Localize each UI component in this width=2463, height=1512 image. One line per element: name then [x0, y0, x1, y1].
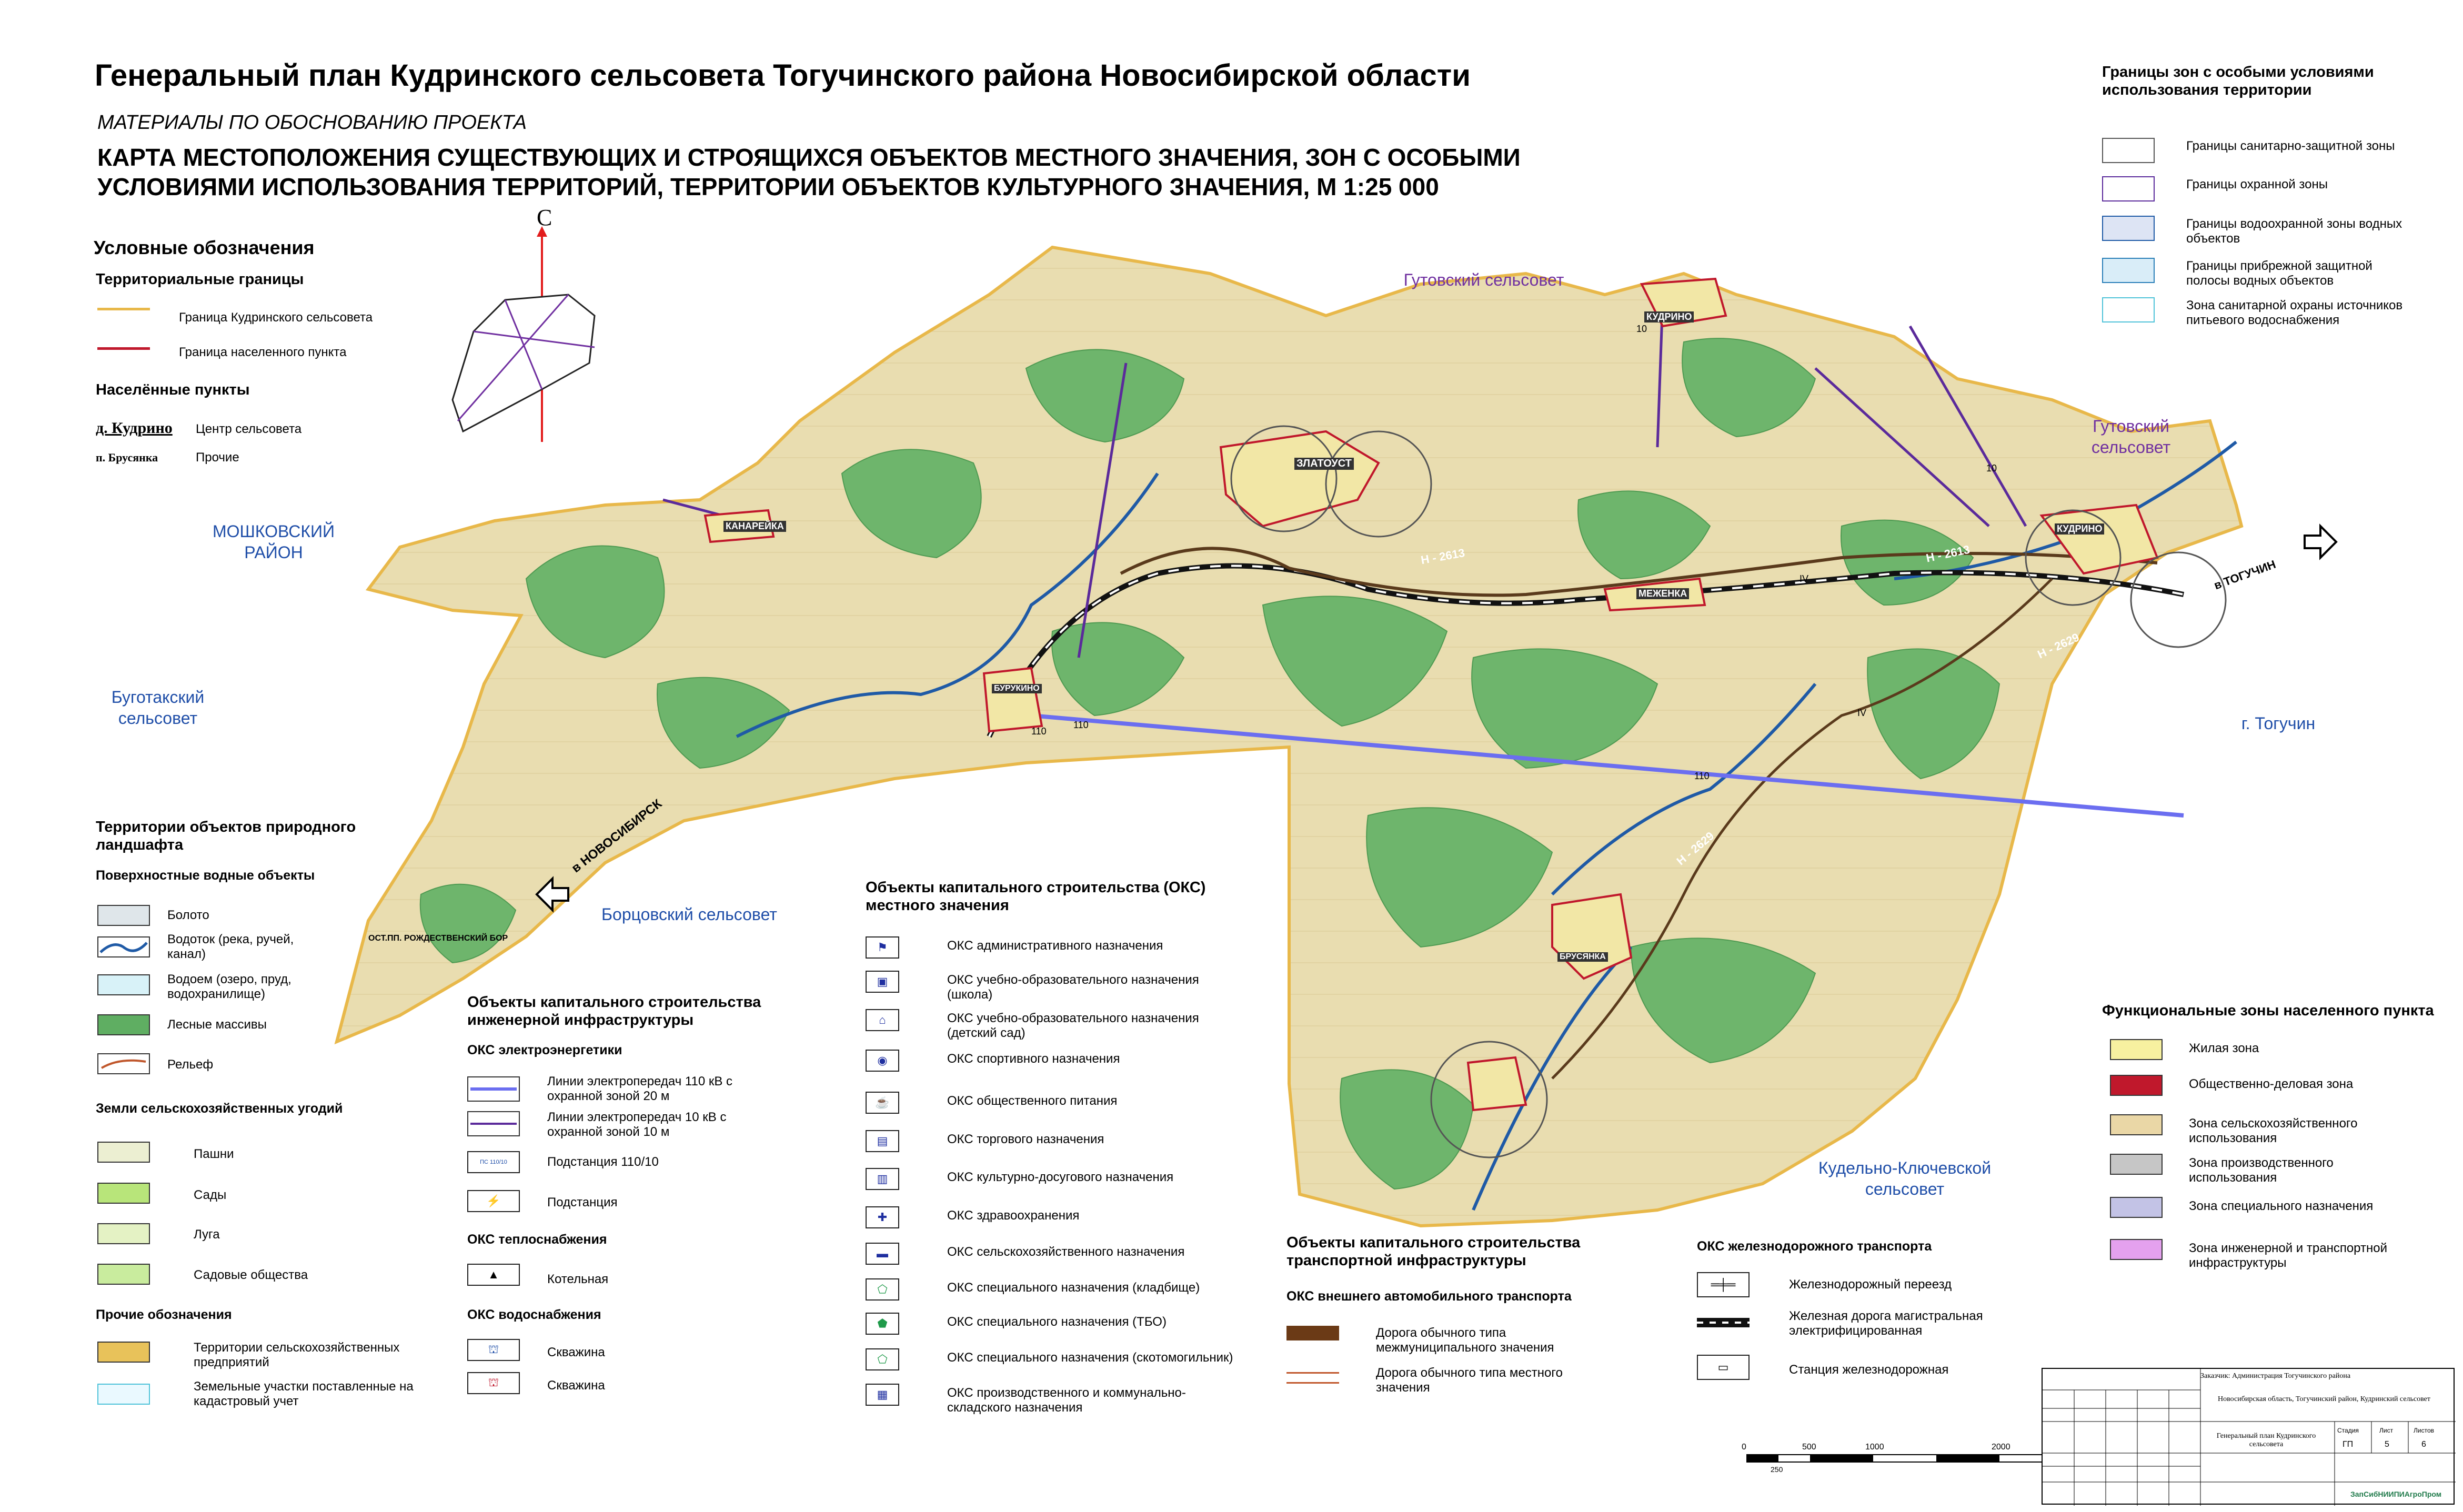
- legend-substation: Подстанция: [547, 1195, 618, 1209]
- legend-center-label: Центр сельсовета: [196, 422, 302, 436]
- swatch-zone-security: [2102, 176, 2155, 201]
- swatch-zone-source-protection: [2102, 297, 2155, 322]
- map-title-line1: КАРТА МЕСТОПОЛОЖЕНИЯ СУЩЕСТВУЮЩИХ И СТРОЯЩИХСЯ ОБЪЕКТОВ МЕСТНОГО ЗНАЧЕНИЯ, ЗОН С ОСОБЫМИ: [97, 144, 1521, 171]
- village-mezhenka: МЕЖЕНКА: [1636, 588, 1689, 599]
- legend-oks-admin: ОКС административного назначения: [947, 939, 1163, 953]
- legend-meadow: Луга: [194, 1227, 220, 1242]
- oks-school-icon: ▣: [866, 971, 899, 993]
- legend-watercourse: Водоток (река, ручей, канал): [167, 932, 294, 961]
- legend-func-industrial: Зона производственного использования: [2189, 1156, 2334, 1185]
- legend-well-1: Скважина: [547, 1345, 605, 1359]
- legend-oks-health: ОКС здравоохранения: [947, 1208, 1080, 1223]
- village-kudrino: КУДРИНО: [2055, 523, 2104, 535]
- swatch-cadastre: [97, 1384, 150, 1405]
- swatch-zone-water-protection: [2102, 216, 2155, 241]
- swatch-power-110: [467, 1076, 520, 1102]
- label-moshkovsky: МОШКОВСКИЙ РАЙОН: [212, 522, 335, 562]
- legend-substation-110: Подстанция 110/10: [547, 1155, 659, 1169]
- legend-other-sample: п. Брусянка: [96, 451, 158, 464]
- swatch-func-special: [2110, 1197, 2163, 1218]
- legend-oks-burial: ОКС специального назначения (скотомогильник): [947, 1350, 1233, 1365]
- legend-func-infrastructure: Зона инженерной и транспортной инфраструктуры: [2189, 1241, 2387, 1270]
- settlements-title: Населённые пункты: [96, 381, 250, 398]
- road-title: ОКС внешнего автомобильного транспорта: [1286, 1289, 1572, 1304]
- stamp-stage-label: Стадия: [2337, 1427, 2359, 1434]
- oks-title: Объекты капитального строительства (ОКС) местного значения: [866, 879, 1206, 914]
- legend-oks-culture: ОКС культурно-досугового назначения: [947, 1170, 1174, 1184]
- legend-oks-trade: ОКС торгового назначения: [947, 1132, 1104, 1146]
- water-title: Поверхностные водные объекты: [96, 868, 315, 883]
- village-brusyanka: БРУСЯНКА: [1557, 952, 1608, 962]
- swatch-zone-coastal: [2102, 258, 2155, 283]
- label-kudelno: Кудельно-Ключевской сельсовет: [1818, 1158, 1992, 1198]
- swatch-power-10: [467, 1111, 520, 1136]
- compass-north-letter: С: [537, 205, 552, 230]
- direction-toguchin: в ТОГУЧИН: [2212, 557, 2278, 592]
- functional-title: Функциональные зоны населенного пункта: [2102, 1002, 2434, 1019]
- scale-tick-2000: 2000: [1992, 1443, 2010, 1451]
- arrow-to-toguchin: [2305, 526, 2336, 558]
- swatch-relief: [97, 1053, 150, 1074]
- stamp-sheet-label: Лист: [2379, 1427, 2394, 1434]
- legend-reservoir: Водоем (озеро, пруд, водохранилище): [167, 972, 291, 1001]
- well-icon: ⛫: [467, 1339, 520, 1361]
- legend-power-10: Линии электропередач 10 кВ с охранной зоной 10 м: [547, 1110, 727, 1139]
- oks-health-icon: ✚: [866, 1206, 899, 1228]
- stamp-sheets-label: Листов: [2414, 1427, 2434, 1434]
- stamp-sheets: 6: [2421, 1440, 2426, 1449]
- swatch-meadow: [97, 1223, 150, 1244]
- swatch-garden-society: [97, 1264, 150, 1285]
- heat-title: ОКС теплоснабжения: [467, 1232, 607, 1247]
- legend-func-residential: Жилая зона: [2189, 1041, 2259, 1055]
- oks-agri-icon: ▬: [866, 1243, 899, 1265]
- legend-railway-crossing: Железнодорожный переезд: [1789, 1277, 1952, 1292]
- label-gutovsky-right: Гутовский сельсовет: [2091, 417, 2171, 457]
- legend-relief: Рельеф: [167, 1057, 214, 1072]
- label-bugotaksky: Буготакский сельсовет: [111, 688, 205, 728]
- legend-agri-enterprise: Территории сельскохозяйственных предприятий: [194, 1340, 400, 1369]
- scale-tick-1000: 1000: [1865, 1443, 1884, 1451]
- stamp-customer: Заказчик: Администрация Тогучинского района: [2200, 1372, 2351, 1380]
- legend-func-special: Зона специального назначения: [2189, 1199, 2374, 1213]
- oks-waste-icon: ⬟: [866, 1313, 899, 1335]
- swatch-func-infrastructure: [2110, 1239, 2163, 1260]
- swatch-func-residential: [2110, 1039, 2163, 1060]
- oks-burial-icon: ⬠: [866, 1348, 899, 1370]
- legend-garden-society: Садовые общества: [194, 1268, 308, 1282]
- legend-oks-catering: ОКС общественного питания: [947, 1094, 1118, 1108]
- nature-title: Территории объектов природного ландшафта: [96, 819, 356, 853]
- legend-func-agricultural: Зона сельскохозяйственного использования: [2189, 1116, 2358, 1145]
- road-label-n2629-b: Н - 2629: [1674, 829, 1717, 868]
- label-bortsovsky: Борцовский сельсовет: [601, 905, 777, 924]
- scale-tick-250: 250: [1771, 1465, 1783, 1474]
- road-label-n2629-a: Н - 2629: [2035, 630, 2082, 661]
- rail-label-iv-a: IV: [1800, 573, 1809, 584]
- swatch-func-agricultural: [2110, 1114, 2163, 1135]
- oks-culture-icon: ▥: [866, 1168, 899, 1190]
- legend-zone-security: Границы охранной зоны: [2186, 177, 2328, 191]
- legend-func-business: Общественно-деловая зона: [2189, 1077, 2354, 1091]
- legend-road-local: Дорога обычного типа местного значения: [1376, 1366, 1563, 1395]
- stamp-stage: ГП: [2343, 1440, 2354, 1449]
- engineering-title: Объекты капитального строительства инженерной инфраструктуры: [467, 994, 761, 1029]
- legend-boundary-council: Граница Кудринского сельсовета: [179, 310, 373, 325]
- legend-arable: Пашни: [194, 1147, 234, 1161]
- map-title-line2: УСЛОВИЯМИ ИСПОЛЬЗОВАНИЯ ТЕРРИТОРИЙ, ТЕРРИТОРИИ ОБЪЕКТОВ КУЛЬТУРНОГО ЗНАЧЕНИЯ, М 1:25 000: [97, 173, 1439, 200]
- legend-oks-industrial: ОКС производственного и коммунально-складского назначения: [947, 1386, 1186, 1415]
- swatch-zone-sanitary: [2102, 138, 2155, 163]
- direction-novosibirsk: в НОВОСИБИРСК: [569, 797, 665, 876]
- legend-zone-sanitary: Границы санитарно-защитной зоны: [2186, 139, 2395, 153]
- compass-rose: [453, 226, 595, 442]
- boiler-icon: ▲: [467, 1264, 520, 1286]
- page-subtitle: МАТЕРИАЛЫ ПО ОБОСНОВАНИЮ ПРОЕКТА: [97, 112, 527, 134]
- legend-heading: Условные обозначения: [94, 237, 315, 258]
- legend-oks-waste: ОКС специального назначения (ТБО): [947, 1315, 1167, 1329]
- legend-center-sample: д. Кудрино: [96, 419, 173, 437]
- legend-railway: Железная дорога магистральная электрифицированная: [1789, 1309, 1983, 1338]
- swatch-gardens: [97, 1183, 150, 1204]
- label-toguchin: г. Тогучин: [2241, 714, 2316, 733]
- page-title: Генеральный план Кудринского сельсовета Тогучинского района Новосибирской области: [95, 58, 1471, 93]
- swatch-boundary-settlement: [97, 347, 150, 350]
- scale-tick-0: 0: [1742, 1443, 1746, 1451]
- legend-zone-coastal: Границы прибрежной защитной полосы водных объектов: [2186, 259, 2372, 288]
- legend-oks-sport: ОКС спортивного назначения: [947, 1052, 1120, 1066]
- power-label-10-a: 10: [1636, 324, 1647, 334]
- swatch-railway: [1697, 1318, 1750, 1327]
- agri-title: Земли сельскохозяйственных угодий: [96, 1101, 343, 1116]
- special-zones-title: Границы зон с особыми условиями использования территории: [2102, 64, 2374, 98]
- station-label: ОСТ.ПП. РОЖДЕСТВЕНСКИЙ БОР: [368, 934, 508, 943]
- well-alt-icon: ⛫: [467, 1372, 520, 1394]
- swatch-forest: [97, 1014, 150, 1035]
- road-label-n2613-b: Н - 2613: [1925, 542, 1971, 565]
- swatch-road-local: [1286, 1372, 1339, 1384]
- legend-zone-water-protection: Границы водоохранной зоны водных объектов: [2186, 217, 2402, 246]
- legend-zone-source-protection: Зона санитарной охраны источников питьевого водоснабжения: [2186, 298, 2403, 327]
- swatch-road-regional: [1286, 1326, 1339, 1340]
- power-label-10-b: 10: [1986, 463, 1997, 473]
- road-label-n2613-a: Н - 2613: [1420, 546, 1466, 567]
- legend-forest: Лесные массивы: [167, 1017, 267, 1032]
- swatch-agri-enterprise: [97, 1342, 150, 1363]
- railway-crossing-icon: ═╪═: [1697, 1272, 1750, 1297]
- railway-station-icon: ▭: [1697, 1355, 1750, 1380]
- swatch-swamp: [97, 905, 150, 926]
- transport-title: Объекты капитального строительства транспортной инфраструктуры: [1286, 1234, 1581, 1269]
- oks-industrial-icon: ▦: [866, 1384, 899, 1406]
- village-burukino: БУРУКИНО: [992, 684, 1042, 693]
- power-title: ОКС электроэнергетики: [467, 1043, 622, 1057]
- legend-oks-cemetery: ОКС специального назначения (кладбище): [947, 1281, 1200, 1295]
- legend-railway-station: Станция железнодорожная: [1789, 1363, 1949, 1377]
- legend-power-110: Линии электропередач 110 кВ с охранной зоной 20 м: [547, 1074, 733, 1103]
- substation-110-icon: ПС 110/10: [467, 1151, 520, 1173]
- stamp-sheet: 5: [2385, 1440, 2389, 1449]
- stamp-project: Генеральный план Кудринского сельсовета: [2216, 1432, 2316, 1448]
- legend-oks-school: ОКС учебно-образовательного назначения (школа): [947, 973, 1199, 1002]
- village-kudrino-north: КУДРИНО: [1644, 311, 1694, 322]
- legend-other-label: Прочие: [196, 450, 239, 465]
- legend-cadastre: Земельные участки поставленные на кадастровый учет: [194, 1379, 414, 1408]
- legend-boundary-settlement: Граница населенного пункта: [179, 345, 347, 359]
- swatch-func-industrial: [2110, 1154, 2163, 1175]
- power-label-110-c: 110: [1694, 771, 1710, 781]
- oks-trade-icon: ▤: [866, 1130, 899, 1152]
- power-label-110-a: 110: [1073, 720, 1089, 730]
- legend-swamp: Болото: [167, 908, 209, 922]
- label-gutovsky-top: Гутовский сельсовет: [1403, 270, 1564, 289]
- other-title: Прочие обозначения: [96, 1307, 232, 1322]
- substation-icon: ⚡: [467, 1190, 520, 1212]
- legend-oks-kindergarten: ОКС учебно-образовательного назначения (детский сад): [947, 1011, 1199, 1040]
- power-label-110-b: 110: [1031, 726, 1047, 737]
- oks-kindergarten-icon: ⌂: [866, 1009, 899, 1031]
- swatch-arable: [97, 1142, 150, 1163]
- village-kanareyka: КАНАРЕЙКА: [723, 521, 786, 532]
- legend-well-2: Скважина: [547, 1378, 605, 1393]
- oks-cemetery-icon: ⬠: [866, 1278, 899, 1301]
- legend-oks-agri: ОКС сельскохозяйственного назначения: [947, 1245, 1185, 1259]
- legend-road-regional: Дорога обычного типа межмуниципального значения: [1376, 1326, 1554, 1355]
- rail-label-iv-b: IV: [1857, 708, 1867, 718]
- swatch-reservoir: [97, 974, 150, 995]
- stamp-org: ЗапСибНИИПИАгроПром: [2350, 1490, 2442, 1498]
- swatch-watercourse: [97, 936, 150, 957]
- village-zlatoust: ЗЛАТОУСТ: [1294, 458, 1354, 470]
- swatch-func-business: [2110, 1075, 2163, 1096]
- oks-sport-icon: ◉: [866, 1050, 899, 1072]
- stamp-location: Новосибирская область, Тогучинский район, Кудринский сельсовет: [2218, 1395, 2430, 1403]
- oks-admin-icon: ⚑: [866, 936, 899, 959]
- stamp-grid: [2043, 1369, 2456, 1506]
- water-supply-title: ОКС водоснабжения: [467, 1307, 601, 1322]
- scale-tick-500: 500: [1802, 1443, 1816, 1451]
- boundaries-title: Территориальные границы: [96, 271, 304, 288]
- rail-title: ОКС железнодорожного транспорта: [1697, 1239, 1932, 1254]
- legend-boiler: Котельная: [547, 1272, 609, 1286]
- title-block: [2042, 1368, 2455, 1505]
- oks-catering-icon: ☕: [866, 1092, 899, 1114]
- swatch-boundary-council: [97, 308, 150, 310]
- legend-gardens: Сады: [194, 1188, 227, 1202]
